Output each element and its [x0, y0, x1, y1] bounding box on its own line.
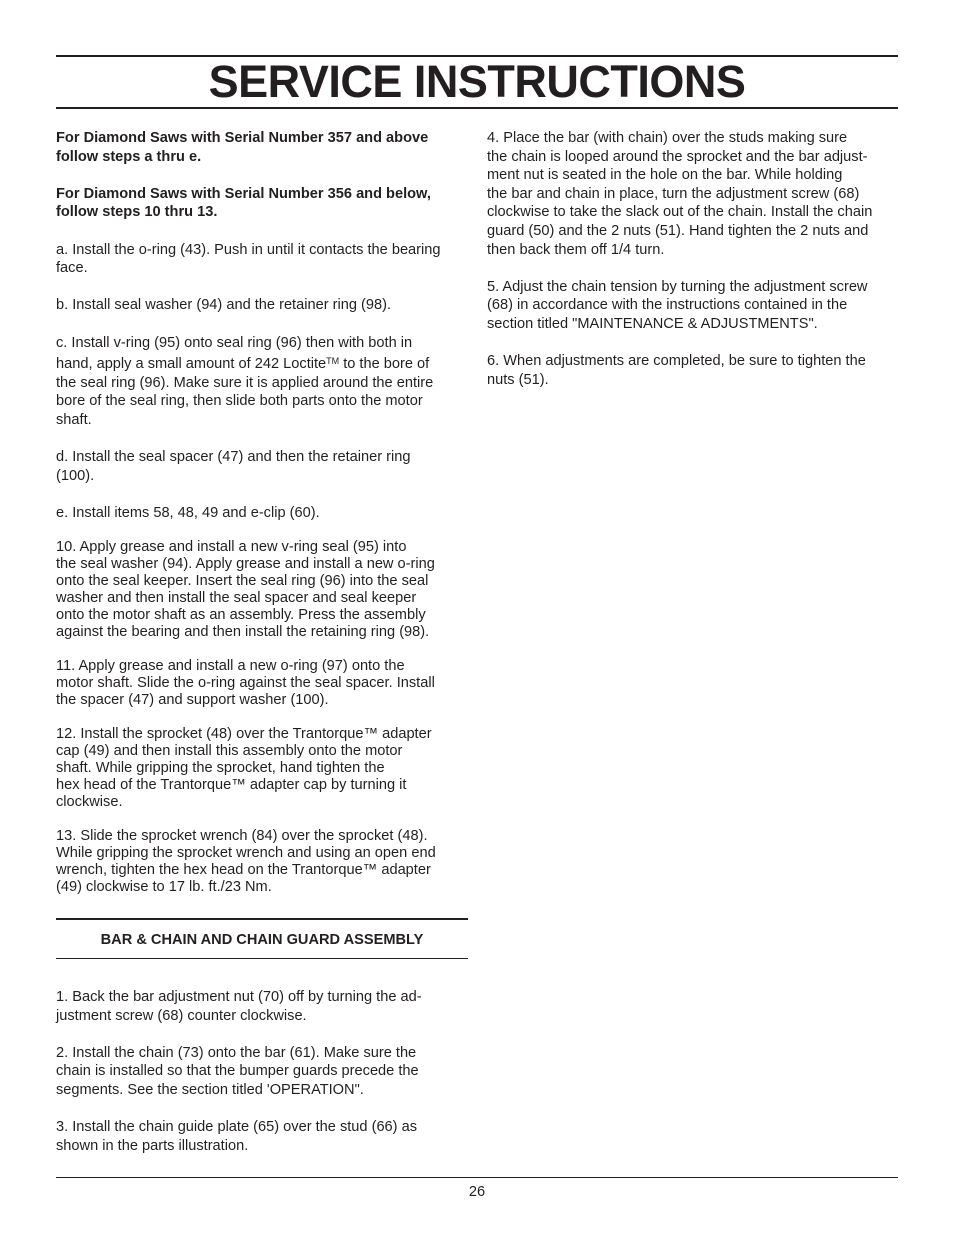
right-column	[487, 129, 901, 389]
step-10: 10. Apply grease and install a new v-ring seal (95) into the seal washer (94). Apply grease and install a new o-ring onto the seal keeper. Insert the seal ring (96) into the seal washer and then install the seal spacer and seal keeper onto the motor shaft as an assembly. Press the assembly against the bearing and then install the retaining ring (98).	[56, 539, 435, 640]
step-5: 5. Adjust the chain tension by turning the adjustment screw (68) in accordance with the instructions contained in the section titled "MAINTENANCE & ADJUSTMENTS".	[487, 278, 868, 332]
step-c-text-after: to the bore of the seal ring (96). Make sure it is applied around the entire bore of the seal ring, then slide both parts onto the motor shaft.	[56, 356, 434, 428]
page-title: SERVICE INSTRUCTIONS	[208, 56, 746, 107]
step-12: 12. Install the sprocket (48) over the Trantorque™ adapter cap (49) and then install this assembly onto the motor shaft. While gripping the sprocket, hand tighten the hex head of the Trantorque™ adapter cap by turning it clockwise.	[56, 726, 432, 810]
section-top-rule	[56, 918, 468, 920]
step-3: 3. Install the chain guide plate (65) over the stud (66) as shown in the parts illustration.	[56, 1119, 418, 1154]
left-column	[56, 129, 470, 522]
page-number: 26	[468, 1184, 486, 1200]
section-steps	[56, 988, 470, 1155]
step-e: e. Install items 58, 48, 49 and e-clip (60).	[56, 504, 320, 521]
step-11: 11. Apply grease and install a new o-ring (97) onto the motor shaft. Slide the o-ring against the seal spacer. Install the spacer (47) and support washer (100).	[56, 658, 435, 708]
header-bottom-rule	[56, 107, 898, 109]
step-c-text-before: c. Install v-ring (95) onto seal ring (96) then with both in hand, apply a small amount of 242 Loctite	[56, 334, 413, 373]
step-d: d. Install the seal spacer (47) and then the retainer ring (100).	[56, 449, 411, 484]
step-6: 6. When adjustments are completed, be sure to tighten the nuts (51).	[487, 353, 866, 388]
left-column-numbered-steps	[56, 539, 470, 896]
step-c	[56, 334, 470, 430]
step-13: 13. Slide the sprocket wrench (84) over the sprocket (48). While gripping the sprocket wrench and using an open end wrench, tighten the hex head on the Trantorque™ adapter (49) clockwise to 17 lb. ft./23 Nm.	[56, 828, 436, 895]
section-heading: BAR & CHAIN AND CHAIN GUARD ASSEMBLY	[100, 932, 424, 948]
step-2: 2. Install the chain (73) onto the bar (61). Make sure the chain is installed so that the bumper guards precede the segments. See the section titled 'OPERATION".	[56, 1044, 419, 1098]
intro-note-serial-357: For Diamond Saws with Serial Number 357 and above follow steps a thru e.	[56, 130, 429, 165]
intro-note-serial-356: For Diamond Saws with Serial Number 356 and below, follow steps 10 thru 13.	[56, 185, 431, 221]
step-a: a. Install the o-ring (43). Push in until it contacts the bearing face.	[56, 241, 441, 277]
footer-rule	[56, 1177, 898, 1178]
section-bottom-rule	[56, 958, 468, 959]
step-4: 4. Place the bar (with chain) over the studs making sure the chain is looped around the sprocket and the bar adjust- ment nut is seated in the hole on the bar. While holding the bar and chain in place, turn the adjustment screw (68) clockwise to take the slack out of the chain. Install the chain guard (50) and the 2 nuts (51). Hand tighten the 2 nuts and then back them off 1/4 turn.	[487, 130, 873, 258]
step-1: 1. Back the bar adjustment nut (70) off by turning the ad- justment screw (68) counter clockwise.	[56, 989, 422, 1024]
trademark-superscript: TM	[326, 356, 340, 367]
step-b: b. Install seal washer (94) and the retainer ring (98).	[56, 297, 392, 314]
